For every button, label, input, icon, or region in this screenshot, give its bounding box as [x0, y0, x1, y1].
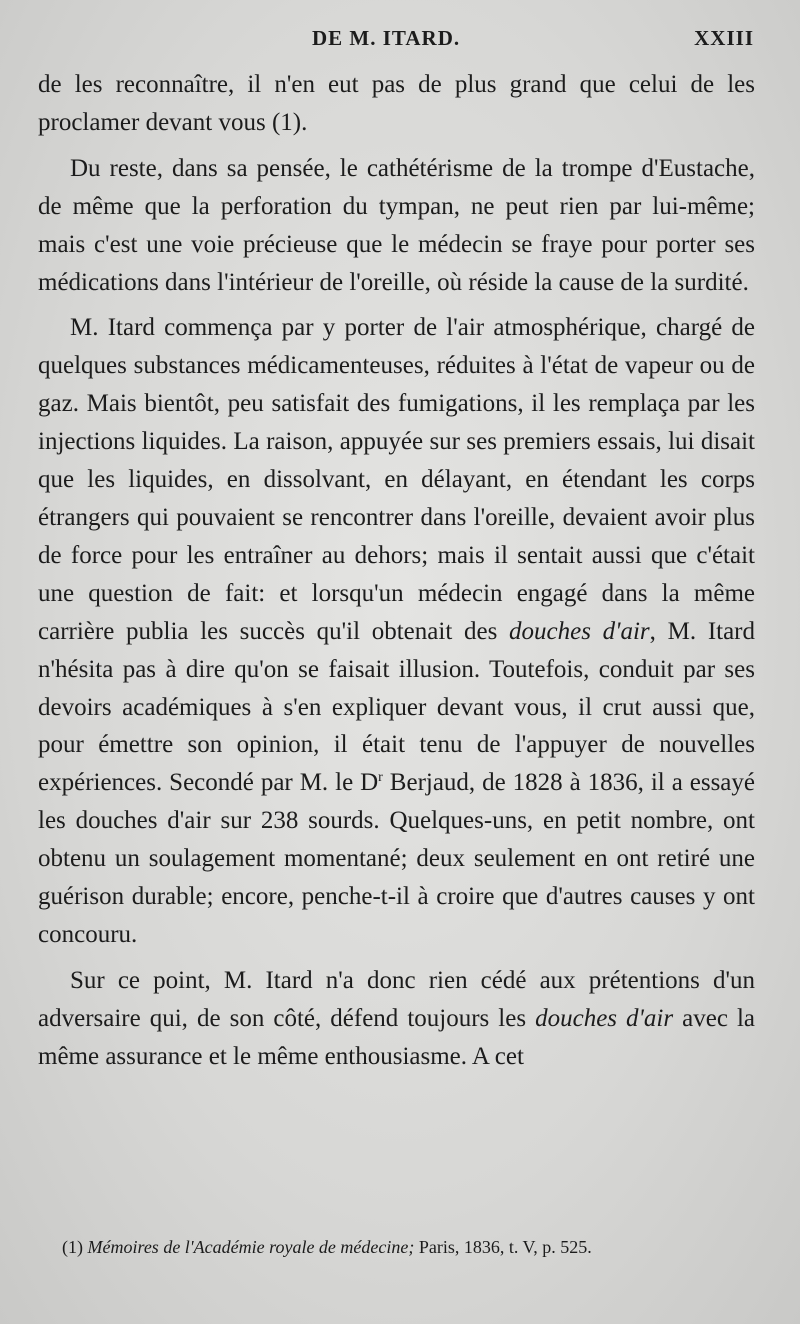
running-head	[0, 26, 800, 56]
footnote-citation: Paris, 1836, t. V, p. 525.	[414, 1237, 592, 1257]
paragraph-3-italic: douches d'air	[509, 617, 650, 645]
paragraph-2-text: Du reste, dans sa pensée, le cathétérisme de la trompe d'Eustache, de même que la perforation du tympan, ne peut rien par lui-même; mais c'est une voie précieuse que le médecin se fraye pour porter ses médications dans l'intérieur de l'oreille, où réside la cause de la surdité.	[38, 154, 755, 296]
paragraph-4-text-b: avec la même assurance et le même enthousiasme. A cet	[38, 1004, 755, 1070]
paragraph-3-text-a: M. Itard commença par y porter de l'air atmosphérique, chargé de quelques substances médicamenteuses, réduites à l'état de vapeur ou de gaz. Mais bientôt, peu satisfait des fumigations, il les remplaça par les injections liquides. La raison, appuyée sur ses premiers essais, lui disait que les liquides, en dissolvant, en délayant, en étendant les corps étrangers qui pouvaient se rencontrer dans l'oreille, devaient avoir plus de force pour les entraîner au dehors; mais il sentait aussi que c'était une question de fait: et lorsqu'un médecin engagé dans la même carrière publia les succès qu'il obtenait des	[38, 314, 755, 645]
footnote-title: Mémoires de l'Académie royale de médecine;	[87, 1237, 415, 1257]
paragraph-4-italic: douches d'air	[535, 1004, 674, 1032]
paragraph-3-text-c: Berjaud, de 1828 à 1836, il a essayé les douches d'air sur 238 sourds. Quelques-uns, en petit nombre, ont obtenu un soulagement momentané; deux seulement en ont retiré une guérison durable; encore, penche-t-il à croire que d'autres causes y ont concouru.	[38, 769, 755, 948]
paragraph-4-text-a: Sur ce point, M. Itard n'a donc rien cédé aux prétentions d'un adversaire qui, de son côté, défend toujours les	[38, 966, 755, 1032]
running-title: DE M. ITARD.	[312, 26, 461, 50]
body-text	[38, 66, 755, 1084]
paragraph-3	[38, 309, 755, 953]
paragraph-3-text-b: , M. Itard n'hésita pas à dire qu'on se faisait illusion. Toutefois, conduit par ses devoirs académiques à s'en expliquer devant vous, il crut aussi que, pour émettre son opinion, il était tenu de l'appuyer de nouvelles expériences. Secondé par M. le D	[38, 617, 756, 797]
paragraph-4	[38, 962, 755, 1076]
paragraph-3-superscript: r	[378, 770, 383, 786]
footnote-marker: (1)	[62, 1237, 83, 1257]
paragraph-1	[38, 66, 755, 142]
paragraph-1-text: de les reconnaître, il n'en eut pas de plus grand que celui de les proclamer devant vous (1).	[38, 71, 755, 136]
paragraph-2	[38, 150, 755, 302]
footnote	[38, 1232, 755, 1262]
page-number: XXIII	[694, 26, 754, 50]
